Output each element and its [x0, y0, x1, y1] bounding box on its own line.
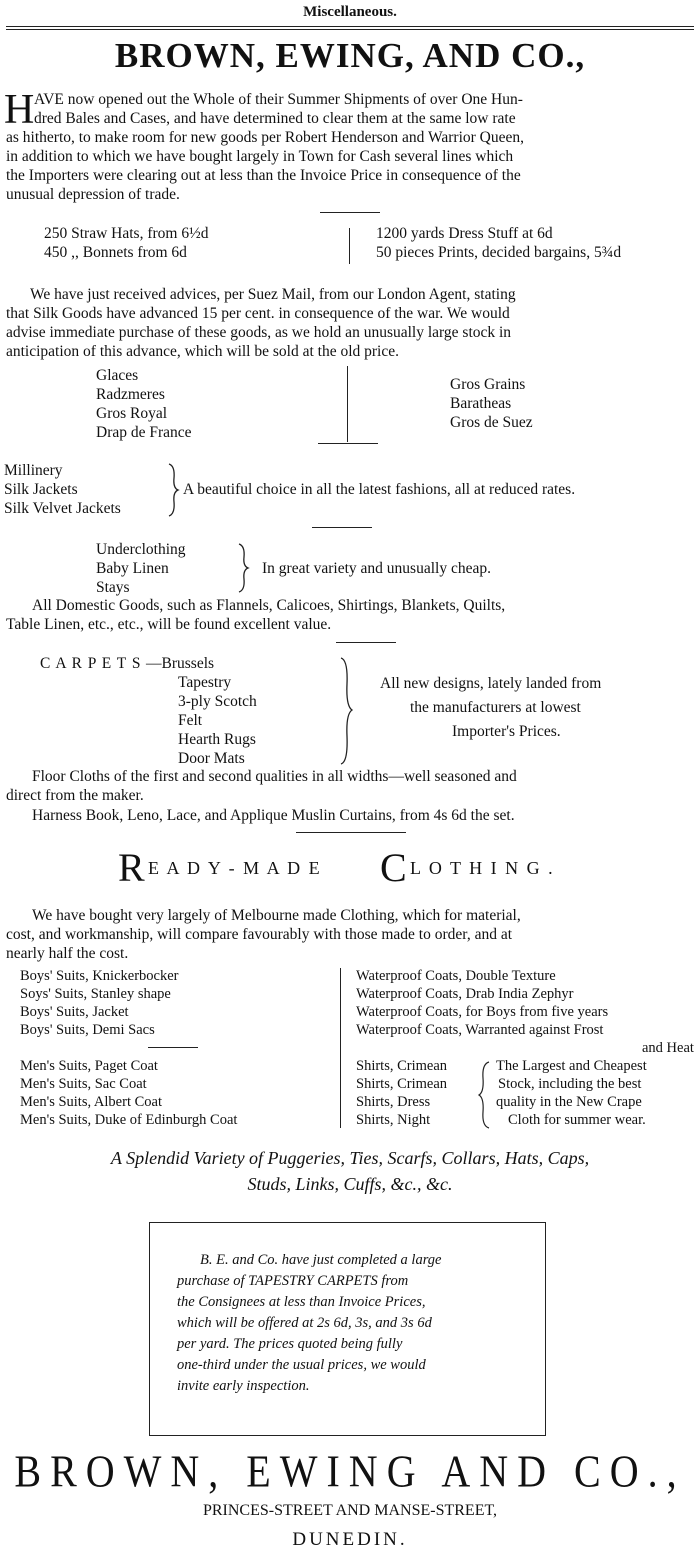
intro-line: dred Bales and Cases, and have determined to clear them at the same low rate [34, 110, 516, 127]
price-item: 250 Straw Hats, from 6½d [44, 225, 209, 242]
carpet-description: Importer's Prices. [452, 723, 561, 740]
mens-suit-item: Men's Suits, Duke of Edinburgh Coat [20, 1112, 238, 1128]
heading-initial: R [118, 845, 145, 890]
notice-box [149, 1222, 546, 1436]
heading-word: L O T H I N G . [410, 858, 555, 878]
silk-line: anticipation of this advance, which will be sold at the old price. [6, 343, 399, 360]
puggeries-line: Studs, Links, Cuffs, &c., &c. [247, 1174, 453, 1194]
underclothing-item: Baby Linen [96, 560, 169, 577]
puggeries-line: A Splendid Variety of Puggeries, Ties, Scarfs, Collars, Hats, Caps, [110, 1148, 590, 1168]
carpet-item: Tapestry [178, 674, 232, 691]
column-divider [347, 366, 348, 442]
section-header: Miscellaneous. [303, 4, 397, 20]
silk-item: Gros Grains [450, 376, 526, 393]
footer-name: BROWN, EWING AND CO., [14, 1445, 686, 1497]
curly-brace-icon [166, 462, 180, 518]
notice-line: one-third under the usual prices, we would [177, 1357, 426, 1373]
carpet-description: All new designs, lately landed from [380, 675, 602, 692]
carpet-item: 3-ply Scotch [178, 693, 257, 710]
millinery-item: Millinery [4, 462, 63, 479]
clothing-line: We have bought very largely of Melbourne made Clothing, which for material, [32, 907, 521, 924]
shirt-item: Shirts, Crimean [356, 1058, 448, 1074]
clothing-line: nearly half the cost. [6, 945, 129, 962]
mens-suit-item: Men's Suits, Paget Coat [20, 1058, 158, 1074]
boys-suit-item: Boys' Suits, Jacket [20, 1004, 129, 1020]
underclothing-item: Stays [96, 579, 130, 596]
millinery-description: A beautiful choice in all the latest fashions, all at reduced rates. [183, 481, 576, 498]
notice-line: invite early inspection. [177, 1378, 310, 1394]
divider [296, 832, 406, 833]
carpets-label: C A R P E T S [40, 655, 142, 672]
waterproof-item: Waterproof Coats, for Boys from five years [356, 1004, 609, 1020]
carpet-item: Felt [178, 712, 203, 729]
carpet-item: —Brussels [146, 655, 215, 672]
silk-line: that Silk Goods have advanced 15 per cent. in consequence of the war. We would [6, 305, 510, 322]
shirt-item: Shirts, Night [356, 1112, 431, 1128]
notice-line: which will be offered at 2s 6d, 3s, and 3s 6d [177, 1315, 432, 1331]
intro-line: as hitherto, to make room for new goods per Robert Henderson and Warrior Queen, [6, 129, 525, 146]
intro-line: unusual depression of trade. [6, 186, 180, 203]
carpet-item: Door Mats [178, 750, 245, 767]
notice-line: B. E. and Co. have just completed a large [200, 1252, 442, 1268]
clothing-line: cost, and workmanship, will compare favourably with those made to order, and at [6, 926, 513, 943]
silk-item: Baratheas [450, 395, 512, 412]
divider [336, 642, 396, 643]
boys-suit-item: Boys' Suits, Demi Sacs [20, 1022, 155, 1038]
heading-initial: C [380, 845, 407, 890]
column-divider [340, 968, 341, 1128]
silk-line: We have just received advices, per Suez Mail, from our London Agent, stating [30, 286, 516, 303]
millinery-item: Silk Jackets [4, 481, 78, 498]
waterproof-item: Waterproof Coats, Double Texture [356, 968, 556, 984]
footer-address: PRINCES-STREET AND MANSE-STREET, [202, 1502, 498, 1519]
divider [312, 527, 372, 528]
divider [320, 212, 380, 213]
curly-brace-icon [478, 1060, 492, 1130]
notice-line: purchase of TAPESTRY CARPETS from [177, 1273, 409, 1289]
millinery-item: Silk Velvet Jackets [4, 500, 121, 517]
price-item: 450 ,, Bonnets from 6d [44, 244, 187, 261]
divider [318, 443, 378, 444]
mens-suit-item: Men's Suits, Sac Coat [20, 1076, 147, 1092]
notice-line: per yard. The prices quoted being fully [177, 1336, 403, 1352]
intro-line: AVE now opened out the Whole of their Summer Shipments of over One Hun- [34, 91, 523, 108]
shirts-description: Cloth for summer wear. [508, 1112, 646, 1128]
underclothing-description: In great variety and unusually cheap. [262, 560, 491, 577]
floor-line: Floor Cloths of the first and second qualities in all widths—well seasoned and [32, 768, 517, 785]
domestic-line: Table Linen, etc., etc., will be found excellent value. [6, 616, 332, 633]
shirt-item: Shirts, Dress [356, 1094, 431, 1110]
intro-line: the Importers were clearing out at less than the Invoice Price in consequence of the [6, 167, 521, 184]
silk-item: Drap de France [96, 424, 192, 441]
silk-item: Radzmeres [96, 386, 165, 403]
silk-item: Gros Royal [96, 405, 168, 422]
notice-line: the Consignees at less than Invoice Prices, [177, 1294, 426, 1310]
curly-brace-icon [338, 656, 354, 766]
boys-suit-item: Soys' Suits, Stanley shape [20, 986, 171, 1002]
shirts-description: quality in the New Crape [496, 1094, 642, 1110]
silk-item: Glaces [96, 367, 139, 384]
masthead-title: BROWN, EWING, AND CO., [114, 36, 586, 75]
curly-brace-icon [236, 542, 250, 594]
heading-word: E A D Y - M A D E [148, 858, 322, 878]
price-item: 50 pieces Prints, decided bargains, 5¾d [376, 244, 622, 261]
divider [148, 1047, 198, 1048]
silk-line: advise immediate purchase of these goods, as we hold an unusually large stock in [6, 324, 512, 341]
column-divider [349, 228, 350, 264]
shirts-description: The Largest and Cheapest [496, 1058, 647, 1074]
mens-suit-item: Men's Suits, Albert Coat [20, 1094, 162, 1110]
header-rule-top [6, 26, 694, 27]
underclothing-item: Underclothing [96, 541, 186, 558]
shirts-description: Stock, including the best [498, 1076, 642, 1092]
shirt-item: Shirts, Crimean [356, 1076, 448, 1092]
floor-line: direct from the maker. [6, 787, 144, 804]
intro-line: in addition to which we have bought largely in Town for Cash several lines which [6, 148, 514, 165]
header-rule-bottom [6, 29, 694, 30]
curtains-line: Harness Book, Leno, Lace, and Applique Muslin Curtains, from 4s 6d the set. [32, 807, 515, 824]
price-item: 1200 yards Dress Stuff at 6d [376, 225, 553, 242]
carpet-item: Hearth Rugs [178, 731, 256, 748]
boys-suit-item: Boys' Suits, Knickerbocker [20, 968, 179, 984]
footer-city: DUNEDIN. [292, 1529, 408, 1550]
waterproof-item: Waterproof Coats, Drab India Zephyr [356, 986, 574, 1002]
waterproof-item: Waterproof Coats, Warranted against Frost [356, 1022, 604, 1038]
silk-item: Gros de Suez [450, 414, 533, 431]
intro-dropcap: H [4, 87, 35, 133]
carpet-description: the manufacturers at lowest [410, 699, 581, 716]
domestic-line: All Domestic Goods, such as Flannels, Calicoes, Shirtings, Blankets, Quilts, [32, 597, 506, 614]
waterproof-item: and Heat [642, 1040, 694, 1056]
